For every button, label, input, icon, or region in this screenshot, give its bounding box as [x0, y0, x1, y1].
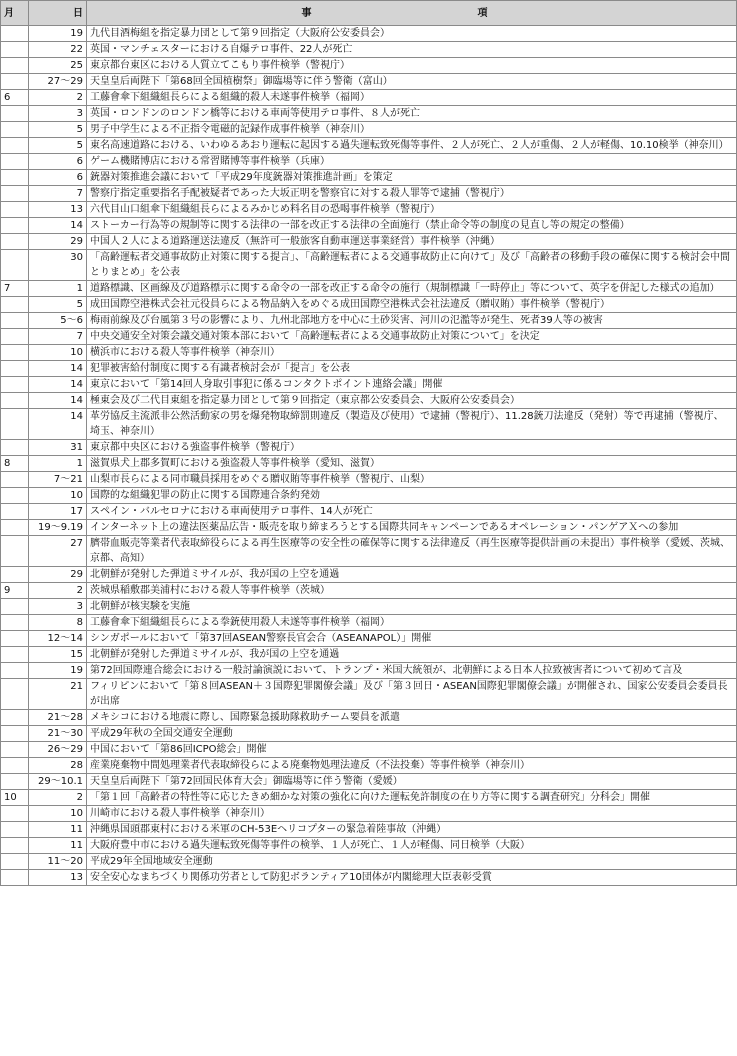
- event-cell: インターネット上の違法医薬品広告・販売を取り締まろうとする国際共同キャンペーンであるオペレーション・パンゲアＸへの参加: [87, 520, 737, 536]
- event-cell: 「第１回「高齢者の特性等に応じたきめ細かな対策の強化に向けた運転免許制度の在り方等に関する調査研究」分科会」開催: [87, 790, 737, 806]
- event-cell: 茨城県稲敷郡美浦村における殺人等事件検挙（茨城）: [87, 583, 737, 599]
- event-cell: フィリピンにおいて「第８回ASEAN＋３国際犯罪閣僚会議」及び「第３回日・ASEAN国際犯罪閣僚会議」が開催され、国家公安委員会委員長が出席: [87, 679, 737, 710]
- month-cell: [1, 599, 29, 615]
- month-header: 月: [1, 1, 29, 26]
- day-cell: 25: [29, 58, 87, 74]
- day-cell: 31: [29, 440, 87, 456]
- month-cell: 10: [1, 790, 29, 806]
- day-cell: 7: [29, 186, 87, 202]
- day-cell: 29: [29, 234, 87, 250]
- day-cell: 29: [29, 567, 87, 583]
- month-cell: [1, 504, 29, 520]
- day-cell: 11: [29, 822, 87, 838]
- month-cell: [1, 710, 29, 726]
- month-cell: [1, 250, 29, 281]
- day-cell: 10: [29, 345, 87, 361]
- month-cell: [1, 774, 29, 790]
- table-row: [1, 329, 737, 345]
- event-cell: 六代目山口組傘下組織組長らによるみかじめ料名目の恐喝事件検挙（警視庁）: [87, 202, 737, 218]
- day-cell: 14: [29, 377, 87, 393]
- day-cell: 19: [29, 663, 87, 679]
- day-cell: 5～6: [29, 313, 87, 329]
- table-row: [1, 138, 737, 154]
- event-cell: 国際的な組織犯罪の防止に関する国際連合条約発効: [87, 488, 737, 504]
- table-row: [1, 679, 737, 710]
- table-row: [1, 377, 737, 393]
- month-cell: [1, 154, 29, 170]
- month-cell: [1, 170, 29, 186]
- day-cell: 13: [29, 202, 87, 218]
- table-row: [1, 170, 737, 186]
- month-cell: [1, 329, 29, 345]
- table-row: [1, 774, 737, 790]
- month-cell: [1, 679, 29, 710]
- month-cell: [1, 234, 29, 250]
- table-row: [1, 583, 737, 599]
- event-cell: ゲーム機賭博店における常習賭博等事件検挙（兵庫）: [87, 154, 737, 170]
- table-row: [1, 202, 737, 218]
- event-cell: 沖縄県国頭郡東村における米軍のCH-53Eヘリコプターの緊急着陸事故（沖縄）: [87, 822, 737, 838]
- event-cell: 天皇皇后両陛下「第72回国民体育大会」御臨場等に伴う警衛（愛媛）: [87, 774, 737, 790]
- day-cell: 5: [29, 122, 87, 138]
- event-cell: 道路標識、区画線及び道路標示に関する命令の一部を改正する命令の施行（規制標識「一時停止」等について、英字を併記した様式の追加）: [87, 281, 737, 297]
- day-cell: 1: [29, 456, 87, 472]
- month-cell: [1, 663, 29, 679]
- day-cell: 12～14: [29, 631, 87, 647]
- table-row: [1, 631, 737, 647]
- table-row: [1, 854, 737, 870]
- table-row: [1, 567, 737, 583]
- day-cell: 26～29: [29, 742, 87, 758]
- month-cell: [1, 742, 29, 758]
- event-cell: 工藤會傘下組織組長らによる拳銃使用殺人未遂等事件検挙（福岡）: [87, 615, 737, 631]
- table-row: [1, 710, 737, 726]
- month-cell: [1, 440, 29, 456]
- event-cell: 横浜市における殺人等事件検挙（神奈川）: [87, 345, 737, 361]
- table-row: [1, 58, 737, 74]
- month-cell: [1, 472, 29, 488]
- day-cell: 28: [29, 758, 87, 774]
- day-cell: 3: [29, 599, 87, 615]
- table-row: [1, 647, 737, 663]
- table-row: [1, 822, 737, 838]
- event-cell: 成田国際空港株式会社元役員らによる物品納入をめぐる成田国際空港株式会社法違反（贈収賄）事件検挙（警視庁）: [87, 297, 737, 313]
- table-row: [1, 106, 737, 122]
- table-row: [1, 393, 737, 409]
- table-row: [1, 504, 737, 520]
- table-row: [1, 456, 737, 472]
- day-cell: 3: [29, 106, 87, 122]
- day-cell: 21: [29, 679, 87, 710]
- table-row: [1, 663, 737, 679]
- day-cell: 5: [29, 138, 87, 154]
- event-cell: 中国人２人による道路運送法違反（無許可一般旅客自動車運送事業経営）事件検挙（沖縄）: [87, 234, 737, 250]
- day-cell: 7～21: [29, 472, 87, 488]
- month-cell: [1, 488, 29, 504]
- day-cell: 22: [29, 42, 87, 58]
- day-cell: 13: [29, 870, 87, 886]
- event-cell: 中国において「第86回ICPO総会」開催: [87, 742, 737, 758]
- table-row: [1, 838, 737, 854]
- event-cell: 梅雨前線及び台風第３号の影響により、九州北部地方を中心に土砂災害、河川の氾濫等が発生、死者39人等の被害: [87, 313, 737, 329]
- event-cell: ストーカー行為等の規制等に関する法律の一部を改正する法律の全面施行（禁止命令等の制度の見直し等の規定の整備）: [87, 218, 737, 234]
- month-cell: [1, 726, 29, 742]
- event-cell: 滋賀県犬上郡多賀町における強盗殺人等事件検挙（愛知、滋賀）: [87, 456, 737, 472]
- table-row: [1, 234, 737, 250]
- day-cell: 11～20: [29, 854, 87, 870]
- table-row: [1, 281, 737, 297]
- month-cell: [1, 202, 29, 218]
- month-cell: [1, 377, 29, 393]
- month-cell: [1, 838, 29, 854]
- day-cell: 27: [29, 536, 87, 567]
- table-row: [1, 218, 737, 234]
- month-cell: 9: [1, 583, 29, 599]
- day-cell: 21～28: [29, 710, 87, 726]
- event-cell: 産業廃棄物中間処理業者代表取締役らによる廃棄物処理法違反（不法投棄）等事件検挙（神奈川）: [87, 758, 737, 774]
- event-cell: 川崎市における殺人事件検挙（神奈川）: [87, 806, 737, 822]
- event-cell: 犯罪被害給付制度に関する有識者検討会が「提言」を公表: [87, 361, 737, 377]
- event-cell: 九代目酒梅組を指定暴力団として第９回指定（大阪府公安委員会）: [87, 26, 737, 42]
- table-row: [1, 250, 737, 281]
- table-row: [1, 488, 737, 504]
- month-cell: [1, 297, 29, 313]
- day-cell: 6: [29, 170, 87, 186]
- month-cell: [1, 409, 29, 440]
- month-cell: [1, 758, 29, 774]
- event-cell: 臍帯血販売等業者代表取締役らによる再生医療等の安全性の確保等に関する法律違反（再生医療等提供計画の未提出）事件検挙（愛媛、茨城、京都、高知）: [87, 536, 737, 567]
- day-cell: 2: [29, 583, 87, 599]
- month-cell: [1, 58, 29, 74]
- event-cell: メキシコにおける地震に際し、国際緊急援助隊救助チーム要員を派遣: [87, 710, 737, 726]
- event-cell: 中央交通安全対策会議交通対策本部において「高齢運転者による交通事故防止対策について」を決定: [87, 329, 737, 345]
- month-cell: [1, 615, 29, 631]
- table-row: [1, 806, 737, 822]
- event-cell: 革労協反主流派非公然活動家の男を爆発物取締罰則違反（製造及び使用）で逮捕（警視庁）、11.28銃刀法違反（発射）等で再逮捕（警視庁、埼玉、神奈川）: [87, 409, 737, 440]
- month-cell: [1, 567, 29, 583]
- event-cell: 山梨市長らによる同市職員採用をめぐる贈収賄等事件検挙（警視庁、山梨）: [87, 472, 737, 488]
- month-cell: [1, 854, 29, 870]
- month-cell: [1, 218, 29, 234]
- day-header: 日: [29, 1, 87, 26]
- month-cell: [1, 647, 29, 663]
- table-row: [1, 26, 737, 42]
- event-cell: 北朝鮮が発射した弾道ミサイルが、我が国の上空を通過: [87, 647, 737, 663]
- day-cell: 19～9.19: [29, 520, 87, 536]
- table-row: [1, 90, 737, 106]
- day-cell: 10: [29, 488, 87, 504]
- event-cell: 警察庁指定重要指名手配被疑者であった大坂正明を警察官に対する殺人罪等で逮捕（警視庁）: [87, 186, 737, 202]
- table-row: [1, 742, 737, 758]
- month-cell: [1, 631, 29, 647]
- table-row: [1, 409, 737, 440]
- month-cell: [1, 870, 29, 886]
- event-cell: 東名高速道路における、いわゆるあおり運転に起因する過失運転致死傷等事件、２人が死亡、２人が重傷、２人が軽傷、10.10検挙（神奈川）: [87, 138, 737, 154]
- event-cell: シンガポールにおいて「第37回ASEAN警察長官会合（ASEANAPOL）」開催: [87, 631, 737, 647]
- table-row: [1, 42, 737, 58]
- month-cell: [1, 822, 29, 838]
- event-cell: 英国・マンチェスターにおける自爆テロ事件、22人が死亡: [87, 42, 737, 58]
- day-cell: 1: [29, 281, 87, 297]
- day-cell: 14: [29, 393, 87, 409]
- table-row: [1, 313, 737, 329]
- event-cell: 東京都台東区における人質立てこもり事件検挙（警視庁）: [87, 58, 737, 74]
- day-cell: 8: [29, 615, 87, 631]
- event-cell: 工藤會傘下組織組長らによる組織的殺人未遂事件検挙（福岡）: [87, 90, 737, 106]
- day-cell: 30: [29, 250, 87, 281]
- header-row: [1, 1, 737, 26]
- table-row: [1, 758, 737, 774]
- table-row: [1, 345, 737, 361]
- table-row: [1, 440, 737, 456]
- event-cell: スペイン・バルセロナにおける車両使用テロ事件、14人が死亡: [87, 504, 737, 520]
- table-row: [1, 122, 737, 138]
- table-row: [1, 520, 737, 536]
- month-cell: [1, 186, 29, 202]
- table-row: [1, 472, 737, 488]
- month-cell: [1, 345, 29, 361]
- table-row: [1, 361, 737, 377]
- month-cell: [1, 806, 29, 822]
- event-cell: 安全安心なまちづくり関係功労者として防犯ボランティア10団体が内閣総理大臣表彰受賞: [87, 870, 737, 886]
- month-cell: [1, 313, 29, 329]
- month-cell: [1, 536, 29, 567]
- event-cell: 北朝鮮が核実験を実施: [87, 599, 737, 615]
- table-row: [1, 186, 737, 202]
- table-row: [1, 790, 737, 806]
- event-cell: 英国・ロンドンのロンドン橋等における車両等使用テロ事件、８人が死亡: [87, 106, 737, 122]
- day-cell: 14: [29, 361, 87, 377]
- table-row: [1, 154, 737, 170]
- table-row: [1, 297, 737, 313]
- day-cell: 14: [29, 218, 87, 234]
- month-cell: [1, 138, 29, 154]
- day-cell: 27～29: [29, 74, 87, 90]
- day-cell: 2: [29, 90, 87, 106]
- month-cell: [1, 361, 29, 377]
- table-row: [1, 536, 737, 567]
- event-cell: 「高齢運転者交通事故防止対策に関する提言」、「高齢運転者による交通事故防止に向けて」及び「高齢者の移動手段の確保に関する検討会中間とりまとめ」を公表: [87, 250, 737, 281]
- day-cell: 15: [29, 647, 87, 663]
- table-row: [1, 615, 737, 631]
- day-cell: 11: [29, 838, 87, 854]
- month-cell: [1, 74, 29, 90]
- event-cell: 北朝鮮が発射した弾道ミサイルが、我が国の上空を通過: [87, 567, 737, 583]
- event-cell: 極東会及び二代目東組を指定暴力団として第９回指定（東京都公安委員会、大阪府公安委員会）: [87, 393, 737, 409]
- month-cell: 8: [1, 456, 29, 472]
- day-cell: 14: [29, 409, 87, 440]
- month-cell: [1, 122, 29, 138]
- day-cell: 29～10.1: [29, 774, 87, 790]
- month-cell: 7: [1, 281, 29, 297]
- event-cell: 大阪府豊中市における過失運転致死傷等事件の検挙、１人が死亡、１人が軽傷、同日検挙（大阪）: [87, 838, 737, 854]
- month-cell: [1, 106, 29, 122]
- event-cell: 平成29年秋の全国交通安全運動: [87, 726, 737, 742]
- table-row: [1, 870, 737, 886]
- day-cell: 5: [29, 297, 87, 313]
- day-cell: 10: [29, 806, 87, 822]
- month-cell: [1, 393, 29, 409]
- month-cell: [1, 26, 29, 42]
- month-cell: 6: [1, 90, 29, 106]
- table-row: [1, 726, 737, 742]
- event-cell: 銃器対策推進会議において「平成29年度銃器対策推進計画」を策定: [87, 170, 737, 186]
- month-cell: [1, 42, 29, 58]
- event-cell: 東京において「第14回人身取引事犯に係るコンタクトポイント連絡会議」開催: [87, 377, 737, 393]
- day-cell: 6: [29, 154, 87, 170]
- table-row: [1, 599, 737, 615]
- chronology-body: [1, 26, 737, 886]
- event-cell: 男子中学生による不正指令電磁的記録作成事件検挙（神奈川）: [87, 122, 737, 138]
- day-cell: 19: [29, 26, 87, 42]
- event-cell: 平成29年全国地域安全運動: [87, 854, 737, 870]
- day-cell: 7: [29, 329, 87, 345]
- event-cell: 天皇皇后両陛下「第68回全国植樹祭」御臨場等に伴う警衛（富山）: [87, 74, 737, 90]
- event-cell: 東京都中央区における強盗事件検挙（警視庁）: [87, 440, 737, 456]
- day-cell: 21～30: [29, 726, 87, 742]
- day-cell: 2: [29, 790, 87, 806]
- event-header: 事 項: [87, 1, 737, 26]
- event-cell: 第72回国際連合総会における一般討論演説において、トランプ・米国大統領が、北朝鮮による日本人拉致被害者について初めて言及: [87, 663, 737, 679]
- day-cell: 17: [29, 504, 87, 520]
- table-row: [1, 74, 737, 90]
- month-cell: [1, 520, 29, 536]
